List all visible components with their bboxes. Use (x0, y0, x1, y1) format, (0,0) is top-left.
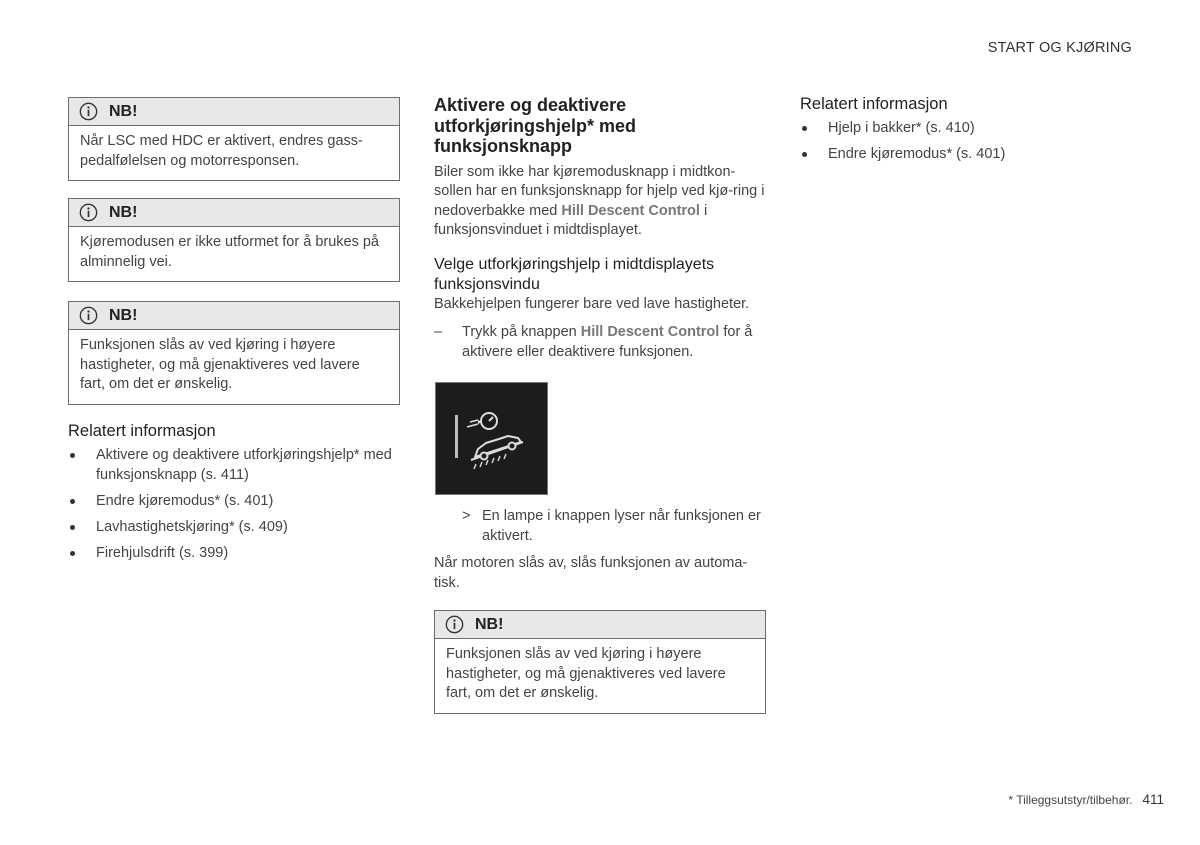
hill-descent-control-label: Hill Descent Control (580, 324, 720, 340)
related-link[interactable]: Endre kjøremodus* (s. 401) (68, 491, 400, 511)
related-link[interactable]: Hjelp i bakker* (s. 410) (800, 118, 1132, 138)
result-item: > En lampe i knappen lyser når funksjonen er aktivert. (462, 508, 761, 544)
note-box (68, 97, 400, 181)
related-heading: Relatert informasjon (68, 421, 216, 440)
note-text: Kjøremodusen er ikke utformet for å brukes på alminnelig vei. (80, 234, 379, 270)
bullet-icon (802, 126, 807, 131)
note-header (435, 611, 765, 639)
bullet-icon (70, 499, 75, 504)
note-text: Funksjonen slås av ved kjøring i høyere hastigheter, og må gjenaktiveres ved lavere fart, om det er ønskelig. (446, 646, 726, 701)
note-title: NB! (109, 102, 138, 120)
left-column (68, 97, 400, 569)
bullet-icon (70, 453, 75, 458)
note-header (69, 199, 399, 227)
note-box (68, 301, 400, 405)
subheading: Velge utforkjøringshjelp i midtdisplayets funksjonsvindu (434, 255, 715, 293)
related-link[interactable]: Aktivere og deaktivere utforkjøringshjelp* med funksjonsknapp (s. 411) (68, 445, 400, 485)
related-link[interactable]: Lavhastighetskjøring* (s. 409) (68, 517, 400, 537)
intro-paragraph: Biler som ikke har kjøremodusknapp i midtkon-sollen har en funksjonsknapp for hjelp ved kjø-ring i nedoverbakke med Hill Descent Control i funksjonsvinduet i midtdisplayet. (434, 163, 765, 238)
note-title: NB! (109, 306, 138, 324)
hill-descent-control-button (435, 382, 548, 495)
related-list (68, 445, 400, 563)
section-heading: Aktivere og deaktivere utforkjøringshjelp* med funksjonsknapp (434, 95, 637, 156)
step-item: – Trykk på knappen Hill Descent Control for å aktivere eller deaktivere funksjonen. (434, 324, 753, 360)
bullet-icon (70, 551, 75, 556)
right-column (800, 95, 1132, 170)
middle-column (434, 95, 766, 714)
related-list (800, 118, 1132, 164)
footnote: * Tilleggsutstyr/tilbehør. (1008, 793, 1133, 807)
page-footer (1008, 792, 1164, 807)
note-title: NB! (109, 203, 138, 221)
page-number: 411 (1142, 792, 1164, 807)
hill-descent-control-label: Hill Descent Control (561, 202, 700, 219)
info-icon (79, 306, 98, 325)
info-icon (79, 102, 98, 121)
bullet-icon (70, 525, 75, 530)
sub-paragraph: Bakkehjelpen fungerer bare ved lave hastigheter. (434, 295, 750, 312)
info-icon (79, 203, 98, 222)
related-link[interactable]: Firehjulsdrift (s. 399) (68, 543, 400, 563)
hill-descent-control-icon (436, 383, 547, 494)
note-header (69, 98, 399, 126)
note-box (68, 198, 400, 282)
section-title: START OG KJØRING (987, 40, 1132, 56)
bullet-icon (802, 152, 807, 157)
note-header (69, 302, 399, 330)
info-icon (445, 615, 464, 634)
related-link[interactable]: Endre kjøremodus* (s. 401) (800, 144, 1132, 164)
note-text: Når LSC med HDC er aktivert, endres gass-pedalfølelsen og motorresponsen. (80, 133, 363, 169)
note-title: NB! (475, 615, 504, 633)
related-heading: Relatert informasjon (800, 95, 948, 113)
note-text: Funksjonen slås av ved kjøring i høyere hastigheter, og må gjenaktiveres ved lavere fart, om det er ønskelig. (80, 337, 360, 392)
after-paragraph: Når motoren slås av, slås funksjonen av automa-tisk. (434, 555, 748, 591)
note-box (434, 610, 766, 714)
